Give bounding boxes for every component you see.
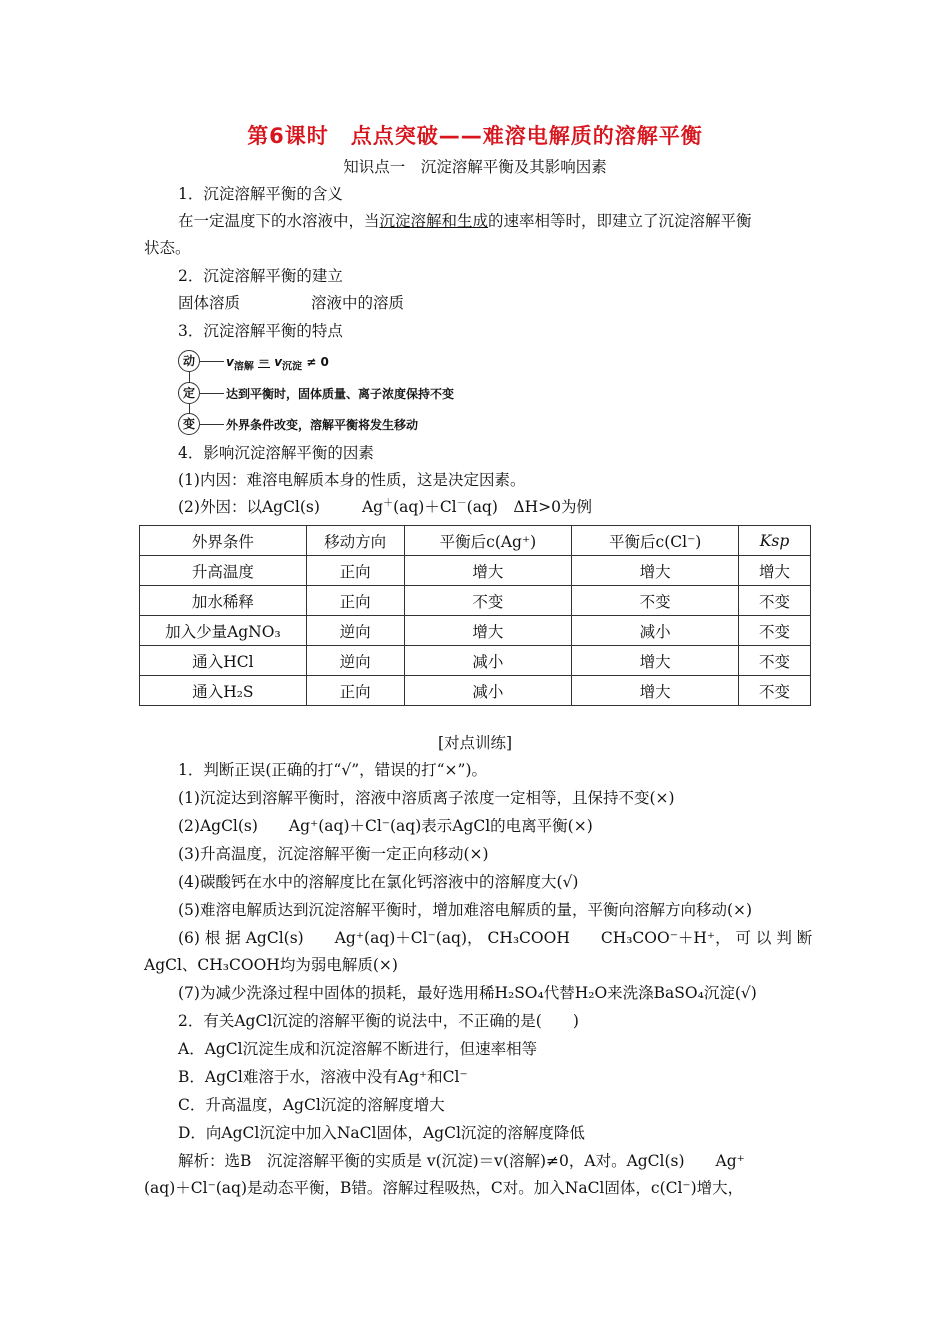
table-cell: 增大: [404, 616, 572, 646]
equilibrium-right: 溶液中的溶质: [311, 294, 405, 312]
heading-3: 3．沉淀溶解平衡的特点: [178, 322, 343, 340]
table-cell: 增大: [572, 646, 739, 676]
table-row: [140, 556, 811, 586]
paragraph-1-text-a: 在一定温度下的水溶液中，当: [178, 212, 380, 230]
table-cell: 不变: [739, 676, 811, 706]
paragraph-1-cont: 状态。: [144, 239, 191, 257]
paragraph-1: [178, 211, 752, 231]
table-header-row: [140, 526, 811, 556]
table-cell: 逆向: [306, 616, 404, 646]
factor-internal: (1)内因：难溶电解质本身的性质，这是决定因素。: [178, 471, 526, 489]
paragraph-1-text-b: 的速率相等时，即建立了沉淀溶解平衡: [488, 212, 752, 230]
factors-table: [139, 525, 811, 706]
table-header: 平衡后c(Ag⁺): [404, 526, 572, 556]
table-cell: 增大: [739, 556, 811, 586]
q2-option: C．升高温度，AgCl沉淀的溶解度增大: [178, 1096, 445, 1114]
table-cell: 升高温度: [140, 556, 307, 586]
q1-item: (6) 根 据 AgCl(s) Ag⁺(aq)＋Cl⁻(aq)， CH₃COOH CH₃COO⁻＋H⁺， 可 以 判 断: [178, 929, 813, 947]
q1-item: (4)碳酸钙在水中的溶解度比在氯化钙溶液中的溶解度大(√): [178, 873, 579, 891]
practice-title: [对点训练]: [437, 734, 513, 752]
feature-bian-dash: [200, 424, 224, 425]
table-cell: 不变: [739, 586, 811, 616]
feature-bian-char: 变: [178, 413, 200, 435]
factor-external-a: (2)外因：以AgCl(s): [178, 498, 320, 516]
table-cell: 逆向: [306, 646, 404, 676]
page-title: 第6课时 点点突破——难溶电解质的溶解平衡: [247, 124, 703, 148]
analysis-line: 解析：选B 沉淀溶解平衡的实质是 v(沉淀)＝v(溶解)≠0，A对。AgCl(s) Ag⁺: [178, 1152, 745, 1170]
heading-2: 2．沉淀溶解平衡的建立: [178, 267, 343, 285]
table-cell: 增大: [404, 556, 572, 586]
table-cell: 加水稀释: [140, 586, 307, 616]
q2-option: A．AgCl沉淀生成和沉淀溶解不断进行，但速率相等: [178, 1040, 538, 1058]
feature-ding-text: 达到平衡时，固体质量、离子浓度保持不变: [226, 387, 455, 401]
q1-item: (7)为减少洗涤过程中固体的损耗，最好选用稀H₂SO₄代替H₂O来洗涤BaSO₄沉淀(√): [178, 984, 757, 1002]
table-row: [140, 586, 811, 616]
factor-external-b: Ag: [361, 498, 384, 516]
table-header: 移动方向: [306, 526, 404, 556]
feature-dong-char: 动: [178, 350, 200, 372]
question-2: 2．有关AgCl沉淀的溶解平衡的说法中，不正确的是( ): [178, 1012, 579, 1030]
q1-item: (3)升高温度，沉淀溶解平衡一定正向移动(×): [178, 845, 489, 863]
q1-item: AgCl、CH₃COOH均为弱电解质(×): [144, 956, 398, 974]
analysis-line: (aq)＋Cl⁻(aq)是动态平衡，B错。溶解过程吸热，C对。加入NaCl固体，c(Cl⁻)增大，: [144, 1179, 744, 1197]
table-cell: 通入HCl: [140, 646, 307, 676]
feature-ding-char: 定: [178, 382, 200, 404]
factor-external-c: (aq)＋Cl: [393, 498, 457, 516]
heading-1: 1．沉淀溶解平衡的含义: [178, 185, 343, 203]
table-cell: 正向: [306, 556, 404, 586]
feature-ding-dash: [200, 393, 224, 394]
table-header: 外界条件: [140, 526, 307, 556]
table-cell: 不变: [739, 616, 811, 646]
q2-option: D．向AgCl沉淀中加入NaCl固体，AgCl沉淀的溶解度降低: [178, 1124, 585, 1142]
question-1: 1．判断正误(正确的打“√”，错误的打“×”)。: [178, 761, 488, 779]
table-header: Ksp: [739, 526, 811, 556]
feature-dong-dash: [200, 361, 224, 362]
q1-item: (1)沉淀达到溶解平衡时，溶液中溶质离子浓度一定相等，且保持不变(×): [178, 789, 675, 807]
table-cell: 不变: [572, 586, 739, 616]
table-cell: 不变: [739, 646, 811, 676]
table-cell: 加入少量AgNO₃: [140, 616, 307, 646]
q1-item: (2)AgCl(s) Ag⁺(aq)＋Cl⁻(aq)表示AgCl的电离平衡(×): [178, 817, 593, 835]
table-cell: 不变: [404, 586, 572, 616]
table-cell: 减小: [404, 676, 572, 706]
table-cell: 减小: [572, 616, 739, 646]
feature-dong-text: $v_{溶解} = v_{沉淀} \ne 0$: [226, 355, 329, 373]
table-row: [140, 616, 811, 646]
q2-option: B．AgCl难溶于水，溶液中没有Ag⁺和Cl⁻: [178, 1068, 468, 1086]
factor-external-d: (aq) ΔH>0为例: [466, 498, 592, 516]
equilibrium-left: 固体溶质: [178, 294, 241, 312]
feature-bian-text: 外界条件改变，溶解平衡将发生移动: [226, 418, 419, 432]
table-cell: 正向: [306, 676, 404, 706]
paragraph-1-underlined: 沉淀溶解和生成: [379, 212, 489, 230]
table-row: [140, 676, 811, 706]
table-cell: 增大: [572, 676, 739, 706]
table-cell: 减小: [404, 646, 572, 676]
table-cell: 正向: [306, 586, 404, 616]
section-heading: 知识点一 沉淀溶解平衡及其影响因素: [343, 158, 607, 176]
table-cell: 增大: [572, 556, 739, 586]
table-row: [140, 646, 811, 676]
table-header: 平衡后c(Cl⁻): [572, 526, 739, 556]
q1-item: (5)难溶电解质达到沉淀溶解平衡时，增加难溶电解质的量，平衡向溶解方向移动(×): [178, 901, 753, 919]
factor-external: (2)外因：以AgCl(s) Ag＋(aq)＋Cl－(aq) ΔH>0为例: [178, 497, 592, 516]
heading-4: 4．影响沉淀溶解平衡的因素: [178, 444, 374, 462]
table-cell: 通入H₂S: [140, 676, 307, 706]
